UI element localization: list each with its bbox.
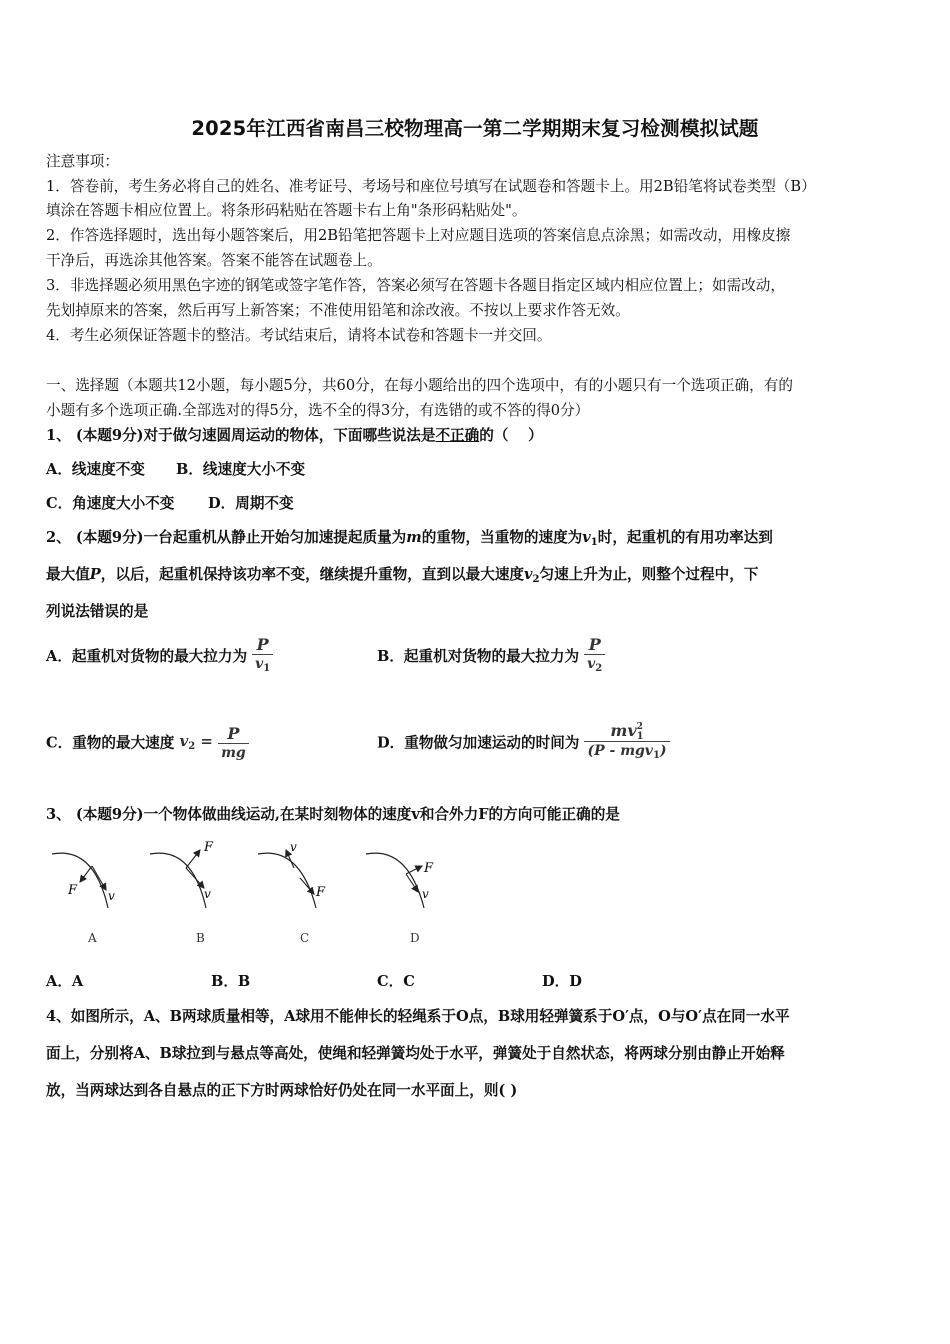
formula-p-over-v1 — [252, 636, 273, 678]
figure-b — [150, 840, 214, 945]
formula-p-over-v2 — [584, 636, 605, 678]
notice-heading: 注意事项： — [46, 153, 119, 170]
symbol-v1: v — [582, 529, 591, 546]
formula-v2 — [179, 732, 213, 750]
figure-c-velocity-label: v — [290, 840, 297, 854]
lhs-symbol: v — [179, 731, 189, 750]
question-1-stem — [46, 427, 543, 445]
question-3-option-c[interactable]: C．C — [377, 973, 415, 990]
subscript: 2 — [532, 574, 540, 585]
question-2-text: 2、 (本题9分)一台起重机从静止开始匀加速提起质量为 — [46, 529, 407, 546]
subscript: 1 — [590, 537, 598, 548]
option-text: C．重物的最大速度 — [46, 734, 175, 752]
question-1-text: 1、 (本题9分)对于做匀速圆周运动的物体，下面哪些说法是 — [46, 427, 436, 444]
figure-a — [52, 853, 115, 945]
question-3-option-d[interactable]: D．D — [542, 973, 582, 990]
symbol-m: m — [406, 529, 422, 546]
notice-line: 4．考生必须保证答题卡的整洁。考试结束后，请将本试卷和答题卡一并交回。 — [46, 327, 552, 344]
figure-b-force-label: F — [204, 840, 214, 855]
question-1-option-c[interactable]: C．角速度大小不变 — [46, 495, 175, 512]
question-1-option-a[interactable]: A．线速度不变 — [46, 461, 145, 478]
curved-motion-figures — [46, 838, 446, 950]
question-2-stem-line: 列说法错误的是 — [46, 603, 149, 620]
option-text: D．重物做匀加速运动的时间为 — [377, 734, 580, 752]
equals-sign: = — [200, 731, 213, 750]
figure-d-velocity-label: v — [422, 887, 429, 901]
question-2-stem-line — [46, 566, 758, 589]
numerator: P — [588, 635, 601, 654]
subscript: 1 — [652, 749, 660, 761]
question-2-text: 的重物，当重物的速度为 — [421, 529, 583, 546]
question-2-text: 最大值 — [46, 566, 90, 583]
question-2-option-a[interactable] — [46, 636, 273, 678]
denominator — [252, 654, 273, 678]
notice-line: 填涂在答题卡相应位置上。将条形码粘贴在答题卡右上角"条形码粘贴处"。 — [46, 202, 527, 219]
formula-p-over-mg — [218, 725, 249, 762]
question-3-option-a[interactable]: A．A — [46, 973, 84, 990]
den-symbol: v — [587, 656, 596, 672]
option-text: A．起重机对货物的最大拉力为 — [46, 648, 248, 665]
notice-line: 2．作答选择题时，选出每小题答案后，用2B铅笔把答题卡上对应题目选项的答案信息点涂黑；如需改动，用橡皮擦 — [46, 227, 791, 244]
question-1-option-b[interactable]: B．线速度大小不变 — [176, 461, 306, 478]
figure-c — [258, 840, 326, 945]
denominator — [584, 741, 669, 765]
question-4-stem-line: 面上，分别将A、B球拉到与悬点等高处，使绳和轻弹簧均处于水平，弹簧处于自然状态，将两球分别由静止开始释 — [46, 1045, 785, 1062]
section-heading: 一、选择题（本题共12小题，每小题5分，共60分，在每小题给出的四个选项中，有的小题只有一个选项正确，有的 — [46, 377, 793, 394]
section-heading: 小题有多个选项正确.全部选对的得5分，选不全的得3分，有选错的或不答的得0分） — [46, 402, 590, 419]
den-close: ) — [659, 742, 667, 759]
denominator — [584, 654, 605, 678]
denominator: mg — [218, 743, 249, 762]
page-title: 2025年江西省南昌三校物理高一第二学期期末复习检测模拟试题 — [191, 117, 759, 140]
subscript: 1 — [263, 663, 271, 674]
numerator: P — [227, 724, 240, 743]
figure-a-label: A — [88, 931, 97, 945]
notice-line: 3．非选择题必须用黑色字迹的钢笔或签字笔作答，答案必须写在答题卡各题目指定区域内相应位置上；如需改动， — [46, 277, 785, 294]
question-1-text-end: 的（ ） — [479, 427, 543, 444]
question-1-option-d[interactable]: D．周期不变 — [208, 495, 294, 512]
den-symbol: (P - mgv — [587, 742, 653, 759]
figure-d — [366, 853, 434, 945]
den-symbol: v — [255, 656, 264, 672]
option-text: B．起重机对货物的最大拉力为 — [377, 648, 580, 665]
figure-a-velocity-label: v — [108, 889, 115, 903]
question-2-text: 匀速上升为止，则整个过程中，下 — [539, 566, 759, 583]
question-3-stem: 3、 (本题9分)一个物体做曲线运动,在某时刻物体的速度v和合外力F的方向可能正确的是 — [46, 806, 620, 823]
figure-b-label: B — [196, 931, 205, 945]
superscript: 2 — [636, 721, 643, 732]
notice-line: 干净后，再选涂其他答案。答案不能答在试题卷上。 — [46, 252, 382, 269]
question-2-stem-line — [46, 529, 773, 552]
figure-b-velocity-label: v — [204, 887, 211, 901]
subscript: 1 — [636, 730, 644, 742]
question-4-stem-line: 4、如图所示，A、B两球质量相等，A球用不能伸长的轻绳系于O点，B球用轻弹簧系于O′点，O与O′点在同一水平 — [46, 1008, 790, 1025]
figure-a-force-label: F — [68, 883, 78, 898]
figure-d-label: D — [410, 931, 420, 945]
subscript: 2 — [595, 663, 603, 674]
symbol-p: P — [89, 566, 101, 583]
symbol-v2: v — [524, 566, 533, 583]
question-2-option-b[interactable] — [377, 636, 605, 678]
numerator — [607, 722, 646, 741]
question-3-option-b[interactable]: B．B — [211, 973, 251, 990]
numerator: P — [256, 635, 269, 654]
question-2-text: 时，起重机的有用功率达到 — [597, 529, 773, 546]
num-symbol: mv — [610, 721, 637, 740]
question-4-stem-line: 放，当两球达到各自悬点的正下方时两球恰好仍处在同一水平面上，则( ) — [46, 1082, 518, 1099]
question-2-text: ，以后，起重机保持该功率不变，继续提升重物，直到以最大速度 — [100, 566, 525, 583]
question-2-option-c[interactable] — [46, 725, 249, 762]
figure-c-force-label: F — [316, 885, 326, 900]
figure-c-label: C — [300, 931, 310, 945]
question-2-option-d[interactable] — [377, 722, 670, 765]
formula-time — [584, 722, 669, 765]
question-1-underlined: 不正确 — [435, 427, 480, 444]
notice-line: 先划掉原来的答案，然后再写上新答案；不准使用铅笔和涂改液。不按以上要求作答无效。 — [46, 302, 630, 319]
notice-line: 1．答卷前，考生务必将自己的姓名、准考证号、考场号和座位号填写在试题卷和答题卡上。用2B铅笔将试卷类型（B） — [46, 178, 816, 195]
figure-d-force-label: F — [424, 861, 434, 876]
subscript: 2 — [188, 740, 196, 752]
